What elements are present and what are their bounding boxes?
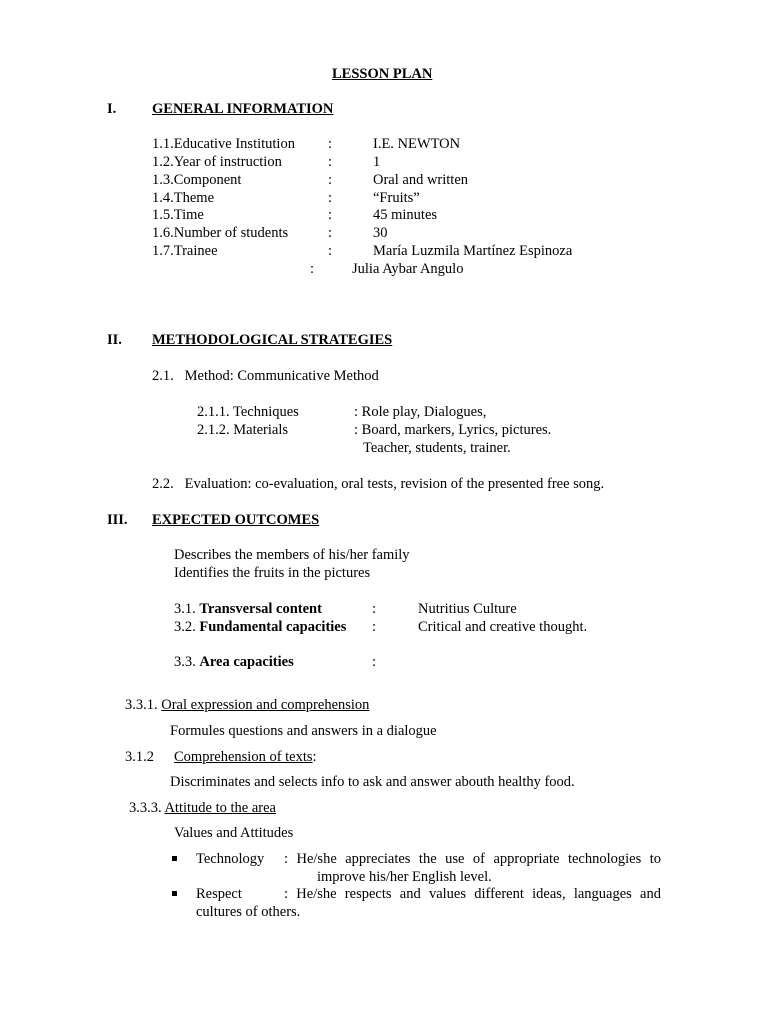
row-value: 1 [373, 154, 381, 170]
materials-value-cont: Teacher, students, trainer. [363, 440, 511, 456]
section-3-numeral: III. [107, 512, 128, 528]
section-2-heading: METHODOLOGICAL STRATEGIES [152, 332, 393, 348]
attitude-heading-text: Attitude to the area [164, 800, 276, 816]
row-colon: : [328, 154, 333, 170]
values-heading: Values and Attitudes [174, 825, 294, 841]
row-label: 1.2.Year of instruction [152, 154, 282, 170]
oral-heading-text: Oral expression and comprehension [161, 697, 370, 713]
transversal-prefix: 3.1. [174, 601, 200, 617]
row-value: 30 [373, 225, 388, 241]
method-line: 2.1. Method: Communicative Method [152, 368, 379, 384]
bullet-icon [172, 856, 177, 861]
row-colon: : [328, 225, 333, 241]
fundamental-colon: : [372, 619, 377, 635]
row-value: “Fruits” [373, 190, 420, 206]
fundamental-prefix: 3.2. [174, 619, 200, 635]
techniques-label: 2.1.1. Techniques [197, 404, 299, 420]
transversal-label: Transversal content [199, 601, 322, 617]
bullet-text-cont: cultures of others. [196, 904, 301, 920]
techniques-value: : Role play, Dialogues, [354, 404, 487, 420]
area-capacities-row [174, 653, 294, 671]
row-colon: : [328, 243, 333, 259]
row-label: 1.5.Time [152, 207, 204, 223]
bullet-term: Technology [196, 851, 265, 867]
materials-value: : Board, markers, Lyrics, pictures. [354, 422, 552, 438]
texts-prefix: 3.1.2 [125, 749, 154, 765]
comprehension-texts-heading [174, 748, 317, 766]
row-value: María Luzmila Martínez Espinoza [373, 243, 573, 259]
evaluation-line: 2.2. Evaluation: co-evaluation, oral tests, revision of the presented free song. [152, 476, 605, 492]
texts-heading-text: Comprehension of texts [174, 749, 313, 765]
oral-expression-text: Formules questions and answers in a dialogue [170, 723, 437, 739]
bullet-icon [172, 891, 177, 896]
oral-prefix: 3.3.1. [125, 697, 162, 713]
transversal-colon: : [372, 601, 377, 617]
section-1-numeral: I. [107, 101, 117, 117]
area-colon: : [372, 654, 377, 670]
document-title: LESSON PLAN [332, 66, 433, 82]
texts-colon: : [312, 749, 317, 765]
section-1-heading: GENERAL INFORMATION [152, 101, 334, 117]
row-label: 1.4.Theme [152, 190, 215, 206]
comprehension-texts-text: Discriminates and selects info to ask and answer abouth healthy food. [170, 774, 575, 790]
row-label: 1.6.Number of students [152, 225, 289, 241]
fundamental-label: Fundamental capacities [199, 619, 347, 635]
bullet-text-cont: improve his/her English level. [317, 869, 492, 885]
outcome-item: Describes the members of his/her family [174, 547, 410, 563]
fundamental-capacities-row [174, 618, 346, 636]
section-3-heading: EXPECTED OUTCOMES [152, 512, 320, 528]
bullet-text: : He/she respects and values different ideas, languages and [284, 886, 661, 902]
transversal-value: Nutritius Culture [418, 601, 517, 617]
attitude-heading [129, 799, 276, 817]
row-label: 1.3.Component [152, 172, 242, 188]
row-colon: : [328, 172, 333, 188]
bullet-term: Respect [196, 886, 242, 902]
row-value: I.E. NEWTON [373, 136, 461, 152]
row-colon: : [310, 261, 315, 277]
row-label: 1.1.Educative Institution [152, 136, 295, 152]
area-label: Area capacities [199, 654, 294, 670]
bullet-text: : He/she appreciates the use of appropriate technologies to [284, 851, 661, 867]
oral-expression-heading [125, 696, 369, 714]
row-value: Julia Aybar Angulo [352, 261, 464, 277]
row-label: 1.7.Trainee [152, 243, 218, 259]
row-colon: : [328, 190, 333, 206]
fundamental-value: Critical and creative thought. [418, 619, 588, 635]
section-2-numeral: II. [107, 332, 122, 348]
row-value: Oral and written [373, 172, 469, 188]
row-colon: : [328, 207, 333, 223]
materials-label: 2.1.2. Materials [197, 422, 289, 438]
area-prefix: 3.3. [174, 654, 200, 670]
transversal-content-row [174, 600, 322, 618]
row-value: 45 minutes [373, 207, 438, 223]
row-colon: : [328, 136, 333, 152]
attitude-prefix: 3.3.3. [129, 800, 165, 816]
outcome-item: Identifies the fruits in the pictures [174, 565, 371, 581]
